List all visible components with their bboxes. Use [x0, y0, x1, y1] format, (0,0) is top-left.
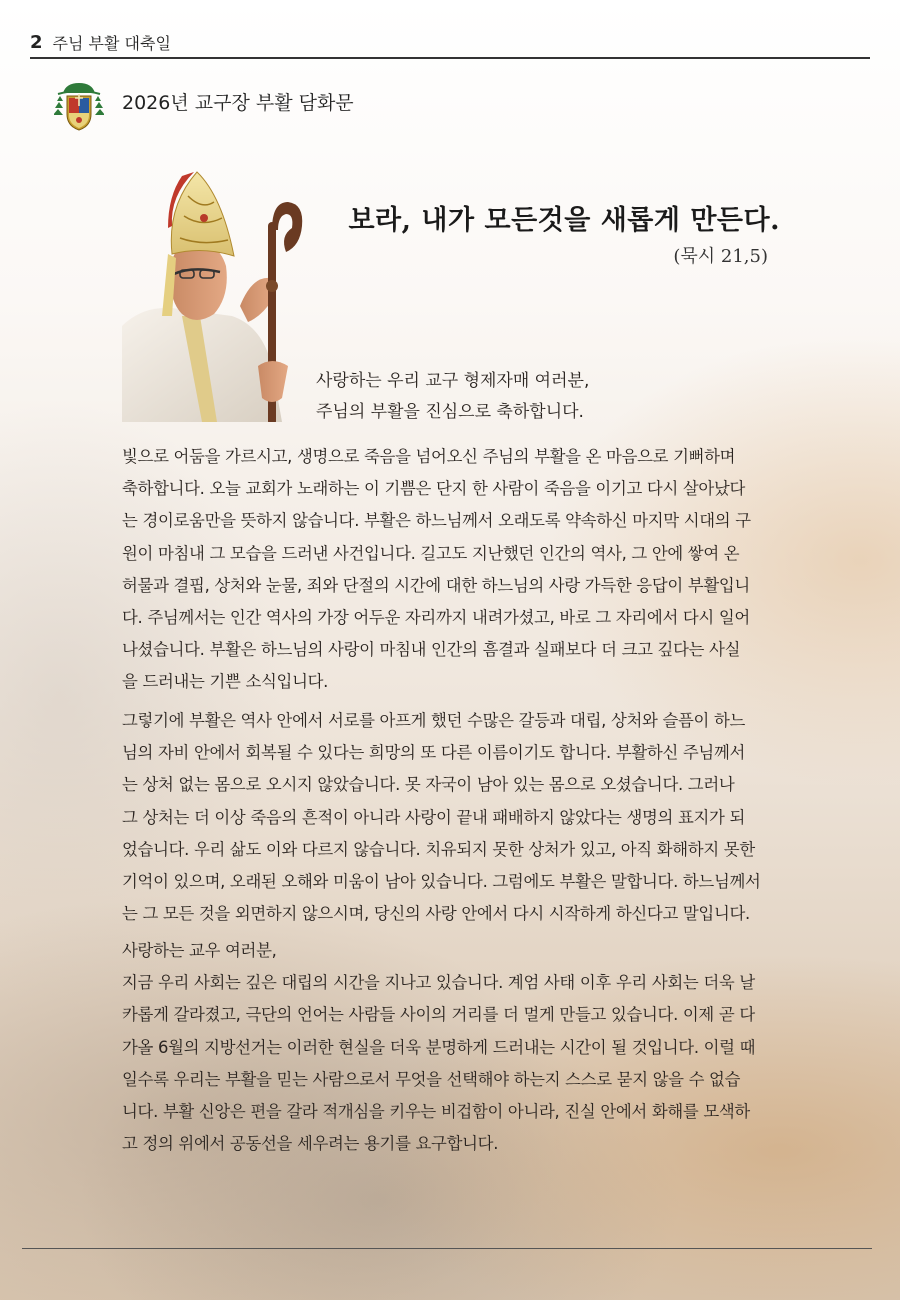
text-line: 니다. 부활 신앙은 편을 갈라 적개심을 키우는 비겁함이 아니라, 진실 안에서 화해를 모색하 [122, 1102, 750, 1122]
text-line: 그 상처는 더 이상 죽음의 흔적이 아니라 사랑이 끝내 패배하지 않았다는 생명의 표지가 되 [122, 807, 746, 827]
section-title: 2026년 교구장 부활 담화문 [122, 92, 354, 114]
text-line: 기억이 있으며, 오래된 오해와 미움이 남아 있습니다. 그럼에도 부활은 말합니다. 하느님께서 [122, 872, 761, 892]
issue-title: 주님 부활 대축일 [52, 33, 171, 53]
text-line: 는 경이로움만을 뜻하지 않습니다. 부활은 하느님께서 오래도록 약속하신 마지막 시대의 구 [122, 511, 751, 531]
text-line: 허물과 결핍, 상처와 눈물, 죄와 단절의 시간에 대한 하느님의 사랑 가득한 응답이 부활입니 [122, 575, 750, 595]
text-line: 님의 자비 안에서 회복될 수 있다는 희망의 또 다른 이름이기도 합니다. 부활하신 주님께서 [122, 743, 746, 763]
text-line: 나셨습니다. 부활은 하느님의 사랑이 마침내 인간의 흠결과 실패보다 더 크고 깊다는 사실 [122, 640, 741, 660]
text-line: 그렇기에 부활은 역사 안에서 서로를 아프게 했던 수많은 갈등과 대립, 상처와 슬픔이 하느 [122, 711, 746, 730]
text-line: 축하합니다. 오늘 교회가 노래하는 이 기쁨은 단지 한 사람이 죽음을 이기고 다시 살아났다 [122, 479, 746, 499]
text-line: 사랑하는 교우 여러분, [122, 941, 277, 960]
text-line: 다. 주님께서는 인간 역사의 가장 어두운 자리까지 내려가셨고, 바로 그 자리에서 다시 일어 [122, 608, 750, 628]
text-line: 을 드러내는 기쁜 소식입니다. [122, 672, 329, 692]
text-line: 고 정의 위에서 공동선을 세우려는 용기를 요구합니다. [122, 1134, 499, 1154]
paragraph-3 [122, 935, 777, 1160]
episcopal-coat-of-arms-icon [54, 80, 104, 132]
text-line: 카롭게 갈라졌고, 극단의 언어는 사람들 사이의 거리를 더 멀게 만들고 있습니다. 이제 곧 다 [122, 1005, 755, 1025]
text-line: 빛으로 어둠을 가르시고, 생명으로 죽음을 넘어오신 주님의 부활을 온 마음으로 기뻐하며 [122, 447, 736, 466]
headline: 보라, 내가 모든것을 새롭게 만든다. [348, 205, 780, 236]
text-line: 지금 우리 사회는 깊은 대립의 시간을 지나고 있습니다. 계엄 사태 이후 우리 사회는 더욱 날 [122, 973, 755, 993]
text-line: 는 그 모든 것을 외면하지 않으시며, 당신의 사랑 안에서 다시 시작하게 하신다고 말입니다. [122, 904, 750, 924]
greeting [316, 366, 589, 428]
text-line: 일수록 우리는 부활을 믿는 사람으로서 무엇을 선택해야 하는지 스스로 묻지 않을 수 없습 [122, 1069, 741, 1089]
text-line: 가올 6월의 지방선거는 이러한 현실을 더욱 분명하게 드러내는 시간이 될 것입니다. 이럴 때 [122, 1037, 756, 1057]
paragraph-1 [122, 441, 777, 699]
paragraph-2 [122, 705, 777, 930]
scripture-citation: (묵시 21,5) [673, 246, 768, 267]
greeting-line: 주님의 부활을 진심으로 축하합니다. [316, 402, 584, 422]
text-line: 었습니다. 우리 삶도 이와 다르지 않습니다. 치유되지 못한 상처가 있고, 아직 화해하지 못한 [122, 839, 755, 859]
greeting-line: 사랑하는 우리 교구 형제자매 여러분, [316, 371, 590, 391]
running-header [30, 28, 171, 56]
bishop-portrait [122, 166, 310, 422]
header-rule [30, 57, 870, 59]
footer-rule [22, 1248, 872, 1249]
page-number: 2 [30, 31, 43, 53]
text-line: 원이 마침내 그 모습을 드러낸 사건입니다. 길고도 지난했던 인간의 역사, 그 안에 쌓여 온 [122, 543, 740, 563]
text-line: 는 상처 없는 몸으로 오시지 않았습니다. 못 자국이 남아 있는 몸으로 오셨습니다. 그러나 [122, 775, 735, 795]
